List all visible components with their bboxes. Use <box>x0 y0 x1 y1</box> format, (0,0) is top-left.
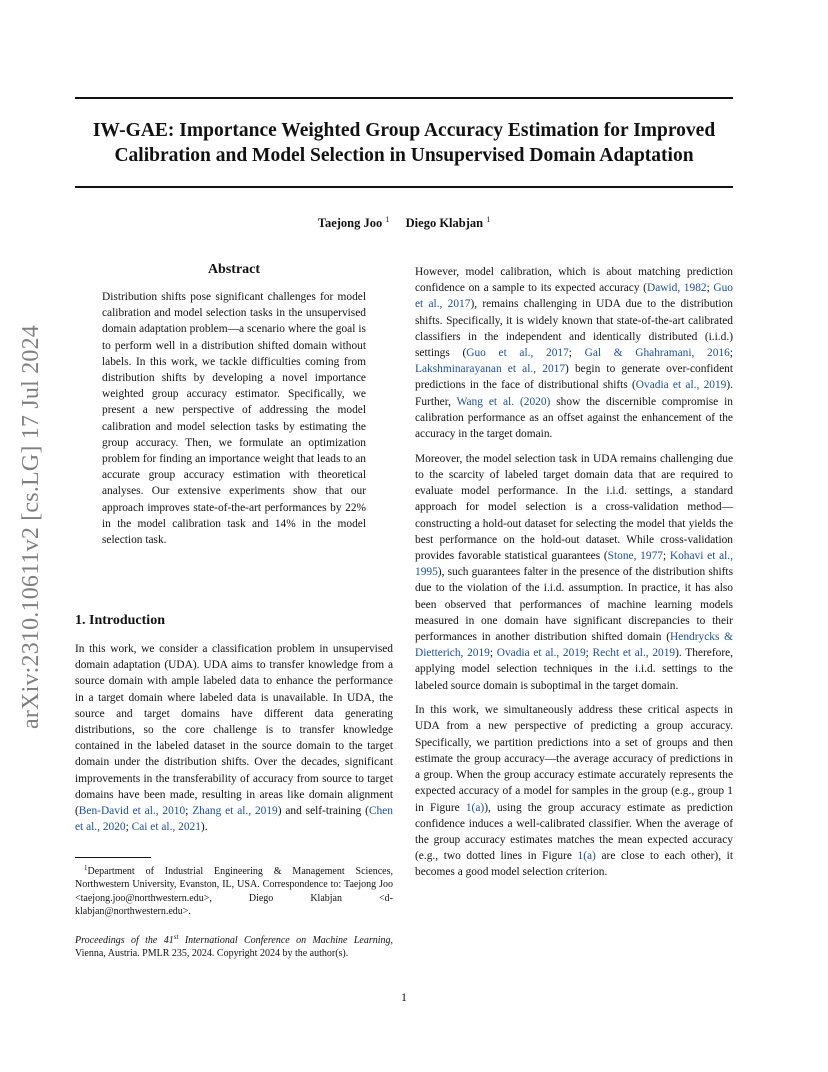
citation-link[interactable]: Dawid, 1982 <box>646 282 707 295</box>
author-name: Taejong Joo <box>317 216 383 230</box>
paragraph-calibration: However, model calibration, which is about matching prediction confidence on a sample to its expected accuracy (Dawid, 1982; Guo et al., 2017), remains challenging in UDA due to the distribution shifts. Specifically, it is widely known that state-of-the-art calibrated classifiers in the independent and identically distributed (i.i.d.) settings (Guo et al., 2017; Gal & Ghahramani, 2016; Lakshminarayanan et al., 2017) begin to generate over-confident predictions in the face of distributional shifts (Ovadia et al., 2019). Further, Wang et al. (2020) show the discernible compromise in calibration performance as an offset against the enhancement of the accuracy in the target domain. <box>415 266 734 441</box>
affiliation-mark: 1 <box>385 215 390 224</box>
citation-link[interactable]: Wang et al. (2020) <box>456 395 551 408</box>
author-list <box>75 215 733 231</box>
title-bottom-rule <box>75 186 733 188</box>
arxiv-stamp: arXiv:2310.10611v2 [cs.LG] 17 Jul 2024 <box>18 325 44 729</box>
proceedings-note: Proceedings of the 41st International Conference on Machine Learning, Vienna, Austria. PMLR 235, 2024. Copyright 2024 by the author(s). <box>75 933 394 960</box>
footnote-mark: 1 <box>84 864 88 872</box>
introduction-paragraph: In this work, we consider a classification problem in unsupervised domain adaptation (UDA). UDA aims to transfer knowledge from a source domain with ample labeled data to enhance the performance in a target domain where labeled data is unavailable. In UDA, the source and target domains have different data generating distributions, so the core challenge is to transfer knowledge contained in the labeled dataset in the source domain to the target domain under the distribution shifts. Over the decades, significant improvements in the transferability of accuracy from source to target domains have been made, resulting in areas like domain alignment (Ben-David et al., 2010; Zhang et al., 2019) and self-training (Chen et al., 2020; Cai et al., 2021). <box>75 643 393 834</box>
paper-title <box>75 118 733 168</box>
citation-link[interactable]: Recht et al., 2019 <box>592 647 676 660</box>
section-heading-introduction: 1. Introduction <box>75 613 165 628</box>
top-rule <box>75 97 733 99</box>
paragraph-group-accuracy: In this work, we simultaneously address these critical aspects in UDA from a new perspective of predicting a group accuracy. Specifically, we partition predictions into a set of groups and then estimate the group accuracy—the average accuracy of predictions in a group. When the group accuracy estimate accurately represents the expected accuracy of a model for samples in the group (e.g., group 1 in Figure 1(a)), using the group accuracy estimate as prediction confidence induces a well-calibrated classifier. When the average of the group accuracy estimates matches the mean expected accuracy (e.g., two dotted lines in Figure 1(a) are close to each other), it becomes a good model selection criterion. <box>415 704 733 879</box>
paragraph-model-selection: Moreover, the model selection task in UDA remains challenging due to the scarcity of labeled target domain data that are required to evaluate model performance. In the i.i.d. settings, a standard approach for model selection is a cross-validation method—constructing a hold-out dataset for selecting the model that yields the best performance on the hold-out dataset. While cross-validation provides favorable statistical guarantees (Stone, 1977; Kohavi et al., 1995), such guarantees falter in the presence of the distribution shifts due to the violation of the i.i.d. assumption. In practice, it has also been observed that performances of machine learning models measured in one domain have significant discrepancies to their performances in another distribution shifted domain (Hendrycks & Dietterich, 2019; Ovadia et al., 2019; Recht et al., 2019). Therefore, applying model selection techniques in the i.i.d. settings to the labeled source domain is suboptimal in the target domain. <box>415 452 734 692</box>
abstract-text: Distribution shifts pose significant challenges for model calibration and model selection tasks in the unsupervised domain adaptation problem—a scenario where the goal is to perform well in a distribution shifted domain without labels. In this work, we tackle difficulties coming from distribution shifts by developing a novel importance weighted group accuracy estimator. Specifically, we present a new perspective of addressing the model calibration and model selection tasks by estimating the group accuracy. Then, we formulate an optimization problem for finding an importance weight that leads to an accurate group accuracy estimation with theoretical analyses. Our extensive experiments show that our approach improves state-of-the-art performances by 22% in the model calibration task and 14% in the model selection task. <box>102 291 366 547</box>
citation-link[interactable]: Guo et al., 2017 <box>466 347 569 360</box>
figure-link[interactable]: 1(a) <box>577 850 596 863</box>
citation-link[interactable]: Guo et al., 2017 <box>415 282 733 311</box>
abstract-heading: Abstract <box>207 262 261 277</box>
citation-link[interactable]: Hendrycks & Dietterich, 2019 <box>415 630 733 660</box>
footnote-rule <box>75 857 151 858</box>
citation-link[interactable]: Ovadia et al., 2019 <box>496 647 586 660</box>
citation-link[interactable]: Zhang et al., 2019 <box>192 805 278 818</box>
title-line-2: Calibration and Model Selection in Unsupervised Domain Adaptation <box>114 145 694 166</box>
citation-link[interactable]: Stone, 1977 <box>607 549 663 562</box>
citation-link[interactable]: Ben-David et al., 2010 <box>78 805 186 818</box>
citation-link[interactable]: Kohavi et al., 1995 <box>415 549 733 579</box>
citation-link[interactable]: Ovadia et al., 2019 <box>635 379 727 392</box>
title-line-1: IW-GAE: Importance Weighted Group Accuracy Estimation for Improved <box>92 120 716 141</box>
affiliation-mark: 1 <box>486 215 491 224</box>
affiliation-footnote: $^1$Department of Industrial Engineering & Management Sciences, Northwestern University, Evanston, IL, USA. Correspondence to: Taejong Joo <taejong.joo@northwestern.edu>, Diego Klabjan <d-klabjan@northwestern.edu>. <box>75 864 393 918</box>
right-column <box>415 264 733 881</box>
page-number: 1 <box>401 990 407 1004</box>
citation-link[interactable]: Cai et al., 2021 <box>131 821 201 834</box>
citation-link[interactable]: Lakshminarayanan et al., 2017 <box>415 363 566 376</box>
citation-link[interactable]: Chen et al., 2020 <box>75 805 393 834</box>
abstract-body <box>102 289 366 548</box>
figure-link[interactable]: 1(a) <box>465 801 485 814</box>
citation-link[interactable]: Gal & Ghahramani, 2016 <box>584 347 730 360</box>
author-name: Diego Klabjan <box>405 216 484 230</box>
